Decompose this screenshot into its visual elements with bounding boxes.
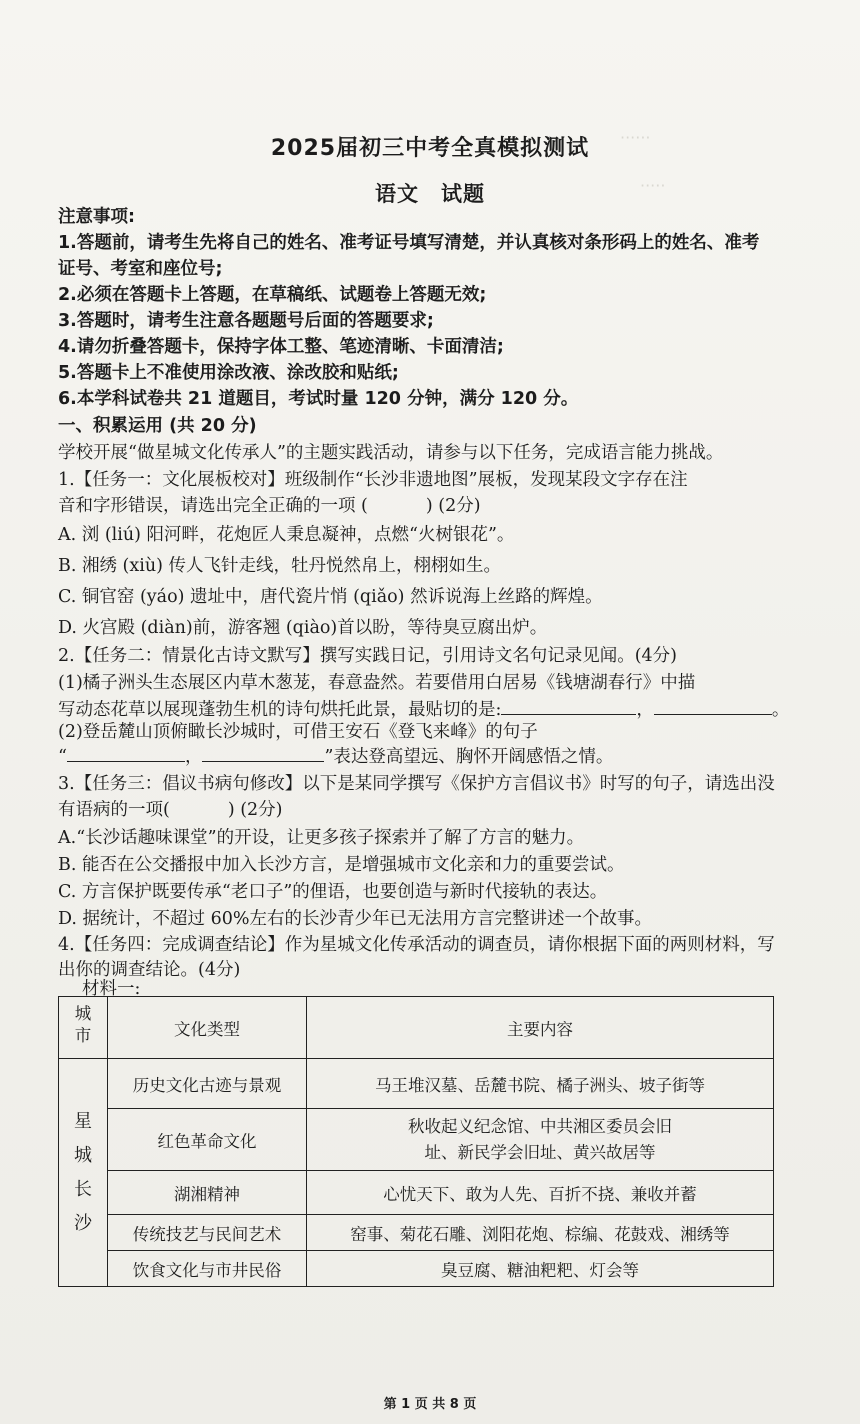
note-3: 3.答题时，请考生注意各题题号后面的答题要求;: [58, 311, 434, 331]
q3-stem-b2: ) (2分): [227, 800, 283, 820]
header-type: 文化类型: [108, 997, 307, 1059]
table-cell-content: 窑事、菊花石雕、浏阳花炮、棕编、花鼓戏、湘绣等: [307, 1215, 774, 1251]
q1-option-d: D. 火宫殿 (diàn)前，游客翘 (qiào)首以盼，等待臭豆腐出炉。: [58, 618, 548, 638]
q2-blank-4: [202, 743, 324, 762]
q2-part1b-text: 写动态花草以展现蓬勃生机的诗句烘托此景，最贴切的是:: [58, 700, 502, 720]
q1-stem-b2: ) (2分): [425, 496, 481, 516]
table-row: [59, 1171, 774, 1215]
q3-stem-b1: 有语病的一项(: [58, 800, 170, 820]
table-row: [59, 1215, 774, 1251]
table-cell-type: 传统技艺与民间艺术: [108, 1215, 307, 1251]
q3-stem-a: 3.【任务三：倡议书病句修改】以下是某同学撰写《保护方言倡议书》时写的句子，请选出没: [58, 774, 775, 794]
q4-stem-b: 出你的调查结论。(4分): [58, 960, 241, 980]
section-intro: 学校开展“做星城文化传承人”的主题实践活动，请参与以下任务，完成语言能力挑战。: [58, 443, 724, 463]
q2-blank-2: [654, 696, 772, 715]
q2-stem: 2.【任务二：情景化古诗文默写】撰写实践日记，引用诗文名句记录见闻。(4分): [58, 646, 677, 666]
q3-stem-b: [58, 797, 818, 823]
q1-stem-a: 1.【任务一：文化展板校对】班级制作“长沙非遗地图”展板，发现某段文字存在注: [58, 470, 688, 490]
q1-stem-b1: 音和字形错误，请选出完全正确的一项 (: [58, 496, 368, 516]
table-cell-content: 臭豆腐、糖油粑粑、灯会等: [307, 1251, 774, 1287]
q2-part1b: 写动态花草以展现蓬勃生机的诗句烘托此景，最贴切的是: ， 。: [58, 696, 818, 723]
q2-part2b: “ ， ”表达登高望远、胸怀开阔感悟之情。: [58, 743, 818, 770]
q3-option-a: A.“长沙话趣味课堂”的开设，让更多孩子探索并了解了方言的魅力。: [58, 828, 585, 848]
city-cell: 星城长沙: [59, 1059, 108, 1287]
q1-option-c: C. 铜官窑 (yáo) 遗址中，唐代瓷片悄 (qiǎo) 然诉说海上丝路的辉煌。: [58, 587, 603, 607]
q3-option-c: C. 方言保护既要传承“老口子”的俚语，也要创造与新时代接轨的表达。: [58, 882, 608, 902]
notes-heading: 注意事项:: [58, 207, 135, 227]
table-cell-type: 饮食文化与市井民俗: [108, 1251, 307, 1287]
subtitle-label: 试题: [441, 182, 485, 206]
page-footer: 第 1 页 共 8 页: [383, 1397, 477, 1412]
table-row: [59, 1059, 774, 1109]
note-2: 2.必须在答题卡上答题，在草稿纸、试题卷上答题无效;: [58, 285, 487, 305]
note-4: 4.请勿折叠答题卡，保持字体工整、笔迹清晰、卡面清洁;: [58, 337, 504, 357]
q1-option-a: A. 浏 (liú) 阳河畔，花炮匠人秉息凝神，点燃“火树银花”。: [58, 525, 515, 545]
material-table: [58, 996, 774, 1287]
header-city: 城市: [59, 997, 108, 1059]
table-row: [59, 1251, 774, 1287]
table-cell-content: 秋收起义纪念馆、中共湘区委员会旧址、新民学会旧址、黄兴故居等: [307, 1109, 774, 1171]
table-cell-type: 历史文化古迹与景观: [108, 1059, 307, 1109]
q4-stem-a: 4.【任务四：完成调查结论】作为星城文化传承活动的调查员，请你根据下面的两则材料，写: [58, 935, 775, 955]
table-row: [59, 1109, 774, 1171]
q2-blank-1: [501, 696, 636, 715]
q1-option-b: B. 湘绣 (xiù) 传人飞针走线，牡丹悦然帛上，栩栩如生。: [58, 556, 502, 576]
section-heading: 一、积累运用 (共 20 分): [58, 416, 257, 436]
q2-open-quote: “: [58, 747, 67, 767]
table-cell-type: 红色革命文化: [108, 1109, 307, 1171]
q2-part1a: (1)橘子洲头生态展区内草木葱茏，春意盎然。若要借用白居易《钱塘湖春行》中描: [58, 673, 696, 693]
exam-title: 2025届初三中考全真模拟测试: [270, 136, 590, 161]
note-6: 6.本学科试卷共 21 道题目，考试时量 120 分钟，满分 120 分。: [58, 389, 579, 409]
bleed-through-texture: ······: [620, 128, 651, 147]
table-cell-content: 心忧天下、敢为人先、百折不挠、兼收并蓄: [307, 1171, 774, 1215]
table-cell-type: 湖湘精神: [108, 1171, 307, 1215]
table-header-row: [59, 997, 774, 1059]
table-cell-content: 马王堆汉墓、岳麓书院、橘子洲头、坡子街等: [307, 1059, 774, 1109]
q3-option-b: B. 能否在公交播报中加入长沙方言，是增强城市文化亲和力的重要尝试。: [58, 855, 625, 875]
note-1a: 1.答题前，请考生先将自己的姓名、准考证号填写清楚，并认真核对条形码上的姓名、准考: [58, 233, 760, 253]
q2-part2b-text: ”表达登高望远、胸怀开阔感悟之情。: [324, 747, 614, 767]
subject-label: 语文: [375, 182, 419, 206]
q2-part2a: (2)登岳麓山顶俯瞰长沙城时，可借王安石《登飞来峰》的句子: [58, 722, 538, 742]
note-1b: 证号、考室和座位号;: [58, 259, 223, 279]
q2-blank-3: [67, 743, 185, 762]
note-5: 5.答题卡上不准使用涂改液、涂改胶和贴纸;: [58, 363, 399, 383]
q3-option-d: D. 据统计，不超过 60%左右的长沙青少年已无法用方言完整讲述一个故事。: [58, 909, 652, 929]
bleed-through-texture: ·····: [640, 176, 666, 195]
header-content: 主要内容: [307, 997, 774, 1059]
material-label: 材料一:: [82, 979, 141, 999]
q1-stem-b: [58, 493, 818, 519]
